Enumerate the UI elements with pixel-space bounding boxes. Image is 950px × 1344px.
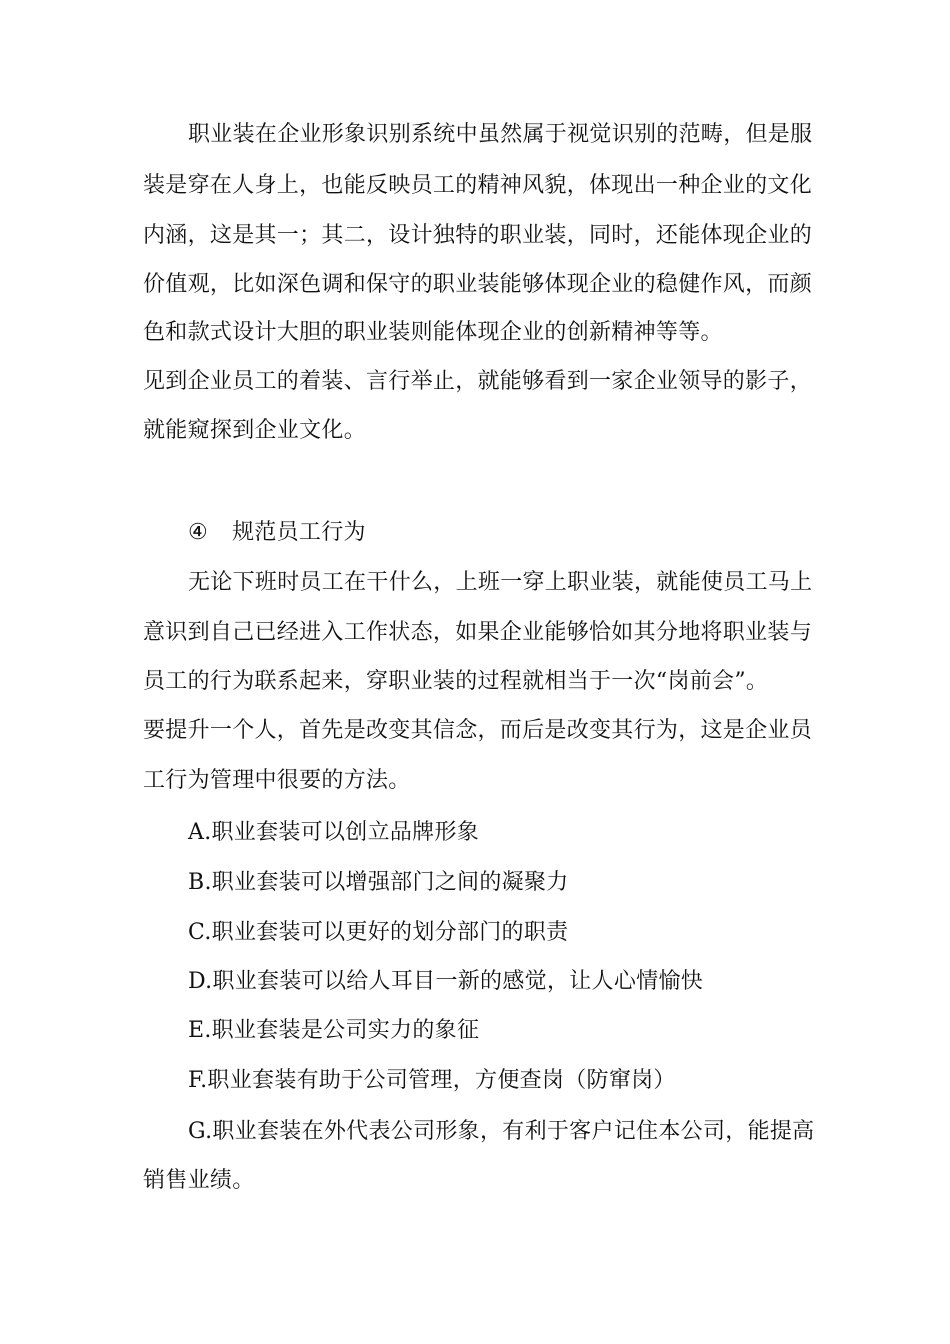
list-item: D.职业套装可以给人耳目一新的感觉，让人心情愉快 — [188, 969, 704, 994]
section-title: 规范员工行为 — [232, 520, 366, 545]
text-line: 内涵，这是其一；其二，设计独特的职业装，同时，还能体现企业的 — [143, 223, 813, 248]
list-item-continuation: 销售业绩。 — [143, 1168, 255, 1193]
list-item: C.职业套装可以更好的划分部门的职责 — [188, 920, 569, 945]
list-item: A.职业套装可以创立品牌形象 — [188, 820, 480, 845]
list-item: F.职业套装有助于公司管理，方便查岗（防窜岗） — [188, 1068, 676, 1093]
text-line: 无论下班时员工在干什么，上班一穿上职业装，就能使员工马上 — [188, 570, 813, 595]
text-line: 见到企业员工的着装、言行举止，就能够看到一家企业领导的影子， — [143, 369, 813, 394]
text-line: 价值观，比如深色调和保守的职业装能够体现企业的稳健作风，而颜 — [143, 272, 813, 297]
section-marker: ④ — [188, 520, 209, 545]
text-line: 就能窥探到企业文化。 — [143, 418, 367, 443]
list-item: E.职业套装是公司实力的象征 — [188, 1018, 480, 1043]
text-line: 员工的行为联系起来，穿职业装的过程就相当于一次“岗前会”。 — [143, 669, 769, 694]
text-line: 装是穿在人身上，也能反映员工的精神风貌，体现出一种企业的文化 — [143, 173, 813, 198]
list-item: B.职业套装可以增强部门之间的凝聚力 — [188, 870, 569, 895]
text-line: 意识到自己已经进入工作状态，如果企业能够恰如其分地将职业装与 — [143, 620, 813, 645]
text-line: 工行为管理中很要的方法。 — [143, 768, 411, 793]
text-line: 要提升一个人，首先是改变其信念，而后是改变其行为，这是企业员 — [143, 718, 813, 743]
text-line: 职业装在企业形象识别系统中虽然属于视觉识别的范畴，但是服 — [188, 122, 813, 147]
list-item: G.职业套装在外代表公司形象，有利于客户记住本公司，能提高 — [188, 1119, 815, 1144]
text-line: 色和款式设计大胆的职业装则能体现企业的创新精神等等。 — [143, 320, 723, 345]
